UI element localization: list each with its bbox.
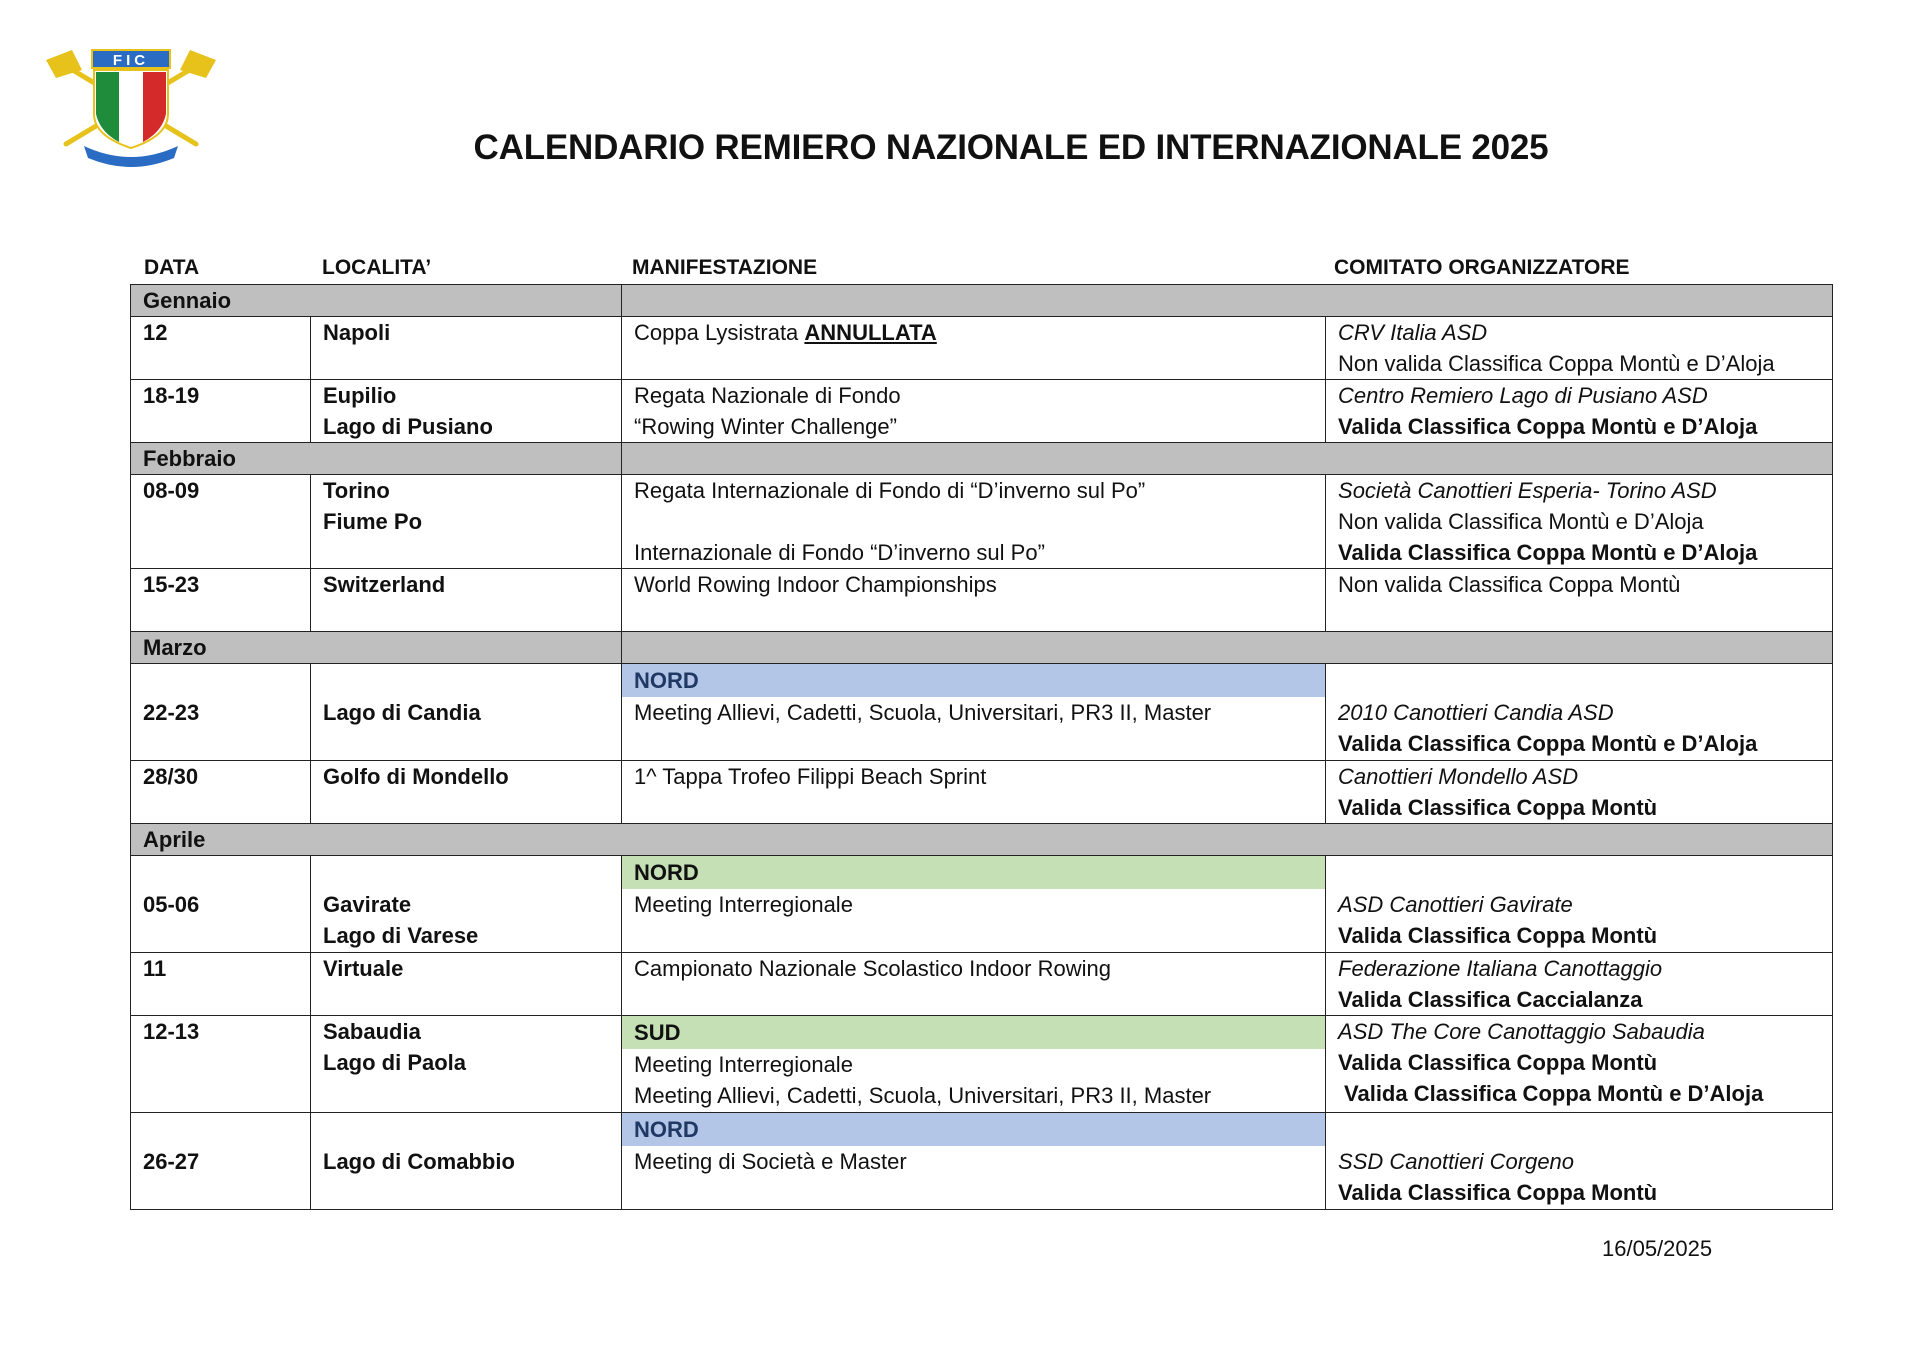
event-cell: NORD Meeting di Società e Master	[622, 1113, 1326, 1210]
table-header	[130, 252, 1830, 282]
header-manifestazione: MANIFESTAZIONE	[632, 256, 818, 279]
organizer-cell: ASD Canottieri Gavirate Valida Classifica Coppa Montù	[1326, 856, 1833, 953]
location-cell: Torino Fiume Po	[311, 475, 622, 569]
date-cell: 08-09	[131, 475, 311, 569]
table-row	[131, 569, 1833, 632]
event-cell: Campionato Nazionale Scolastico Indoor Rowing	[622, 953, 1326, 1016]
event-cell: 1^ Tappa Trofeo Filippi Beach Sprint	[622, 761, 1326, 824]
header-comitato: COMITATO ORGANIZZATORE	[1334, 256, 1630, 279]
table-row	[131, 856, 1833, 953]
table-row	[131, 1016, 1833, 1113]
location-cell: Gavirate Lago di Varese	[311, 856, 622, 953]
location-cell: Virtuale	[311, 953, 622, 1016]
table-row	[131, 953, 1833, 1016]
date-cell: 12-13	[131, 1016, 311, 1113]
month-label: Aprile	[131, 824, 1833, 856]
region-band-nord: NORD	[622, 664, 1325, 697]
month-label: Gennaio	[131, 285, 622, 317]
month-row-febbraio	[131, 443, 1833, 475]
event-cell: Coppa Lysistrata ANNULLATA	[622, 317, 1326, 380]
table-row	[131, 317, 1833, 380]
calendar-table	[130, 284, 1833, 1210]
date-cell: 28/30	[131, 761, 311, 824]
header-data: DATA	[144, 256, 200, 279]
document-date: 16/05/2025	[1602, 1236, 1713, 1261]
region-band-sud: SUD	[622, 1016, 1325, 1049]
page-title: CALENDARIO REMIERO NAZIONALE ED INTERNAZIONALE 2025	[473, 128, 1549, 167]
table-row	[131, 475, 1833, 569]
date-cell: 26-27	[131, 1113, 311, 1210]
month-row-gennaio	[131, 285, 1833, 317]
organizer-cell: ASD The Core Canottaggio Sabaudia Valida Classifica Coppa Montù Valida Classifica Coppa Montù e D’Aloja	[1326, 1016, 1833, 1113]
cancelled-flag: ANNULLATA	[804, 320, 937, 345]
organizer-cell: Non valida Classifica Coppa Montù	[1326, 569, 1833, 632]
date-cell: 11	[131, 953, 311, 1016]
event-cell: Regata Nazionale di Fondo “Rowing Winter Challenge”	[622, 380, 1326, 443]
table-row	[131, 1113, 1833, 1210]
region-band-nord: NORD	[622, 856, 1325, 889]
month-label: Marzo	[131, 632, 622, 664]
event-cell: NORD Meeting Allievi, Cadetti, Scuola, Universitari, PR3 II, Master	[622, 664, 1326, 761]
table-row	[131, 761, 1833, 824]
event-cell: SUD Meeting Interregionale Meeting Allievi, Cadetti, Scuola, Universitari, PR3 II, Master	[622, 1016, 1326, 1113]
organizer-cell: 2010 Canottieri Candia ASD Valida Classifica Coppa Montù e D’Aloja	[1326, 664, 1833, 761]
location-cell: Lago di Candia	[311, 664, 622, 761]
month-row-marzo	[131, 632, 1833, 664]
organizer-cell: Società Canottieri Esperia- Torino ASD Non valida Classifica Montù e D’Aloja Valida Classifica Coppa Montù e D’Aloja	[1326, 475, 1833, 569]
event-cell: Regata Internazionale di Fondo di “D’inverno sul Po” Internazionale di Fondo “D’inverno sul Po”	[622, 475, 1326, 569]
date-cell: 22-23	[131, 664, 311, 761]
location-cell: Sabaudia Lago di Paola	[311, 1016, 622, 1113]
location-cell: Switzerland	[311, 569, 622, 632]
location-cell: Lago di Comabbio	[311, 1113, 622, 1210]
date-cell: 12	[131, 317, 311, 380]
organizer-cell: Canottieri Mondello ASD Valida Classifica Coppa Montù	[1326, 761, 1833, 824]
location-cell: Eupilio Lago di Pusiano	[311, 380, 622, 443]
date-cell: 05-06	[131, 856, 311, 953]
organizer-cell: SSD Canottieri Corgeno Valida Classifica Coppa Montù	[1326, 1113, 1833, 1210]
table-row	[131, 380, 1833, 443]
svg-text:FIC: FIC	[112, 52, 150, 69]
month-label: Febbraio	[131, 443, 622, 475]
date-cell: 18-19	[131, 380, 311, 443]
organizer-cell: Federazione Italiana Canottaggio Valida Classifica Caccialanza	[1326, 953, 1833, 1016]
date-cell: 15-23	[131, 569, 311, 632]
organizer-cell: CRV Italia ASD Non valida Classifica Coppa Montù e D’Aloja	[1326, 317, 1833, 380]
location-cell: Golfo di Mondello	[311, 761, 622, 824]
organizer-cell: Centro Remiero Lago di Pusiano ASD Valida Classifica Coppa Montù e D’Aloja	[1326, 380, 1833, 443]
location-cell: Napoli	[311, 317, 622, 380]
header-localita: LOCALITA’	[322, 256, 432, 279]
event-cell: NORD Meeting Interregionale	[622, 856, 1326, 953]
event-cell: World Rowing Indoor Championships	[622, 569, 1326, 632]
region-band-nord: NORD	[622, 1113, 1325, 1146]
month-row-aprile	[131, 824, 1833, 856]
table-row	[131, 664, 1833, 761]
